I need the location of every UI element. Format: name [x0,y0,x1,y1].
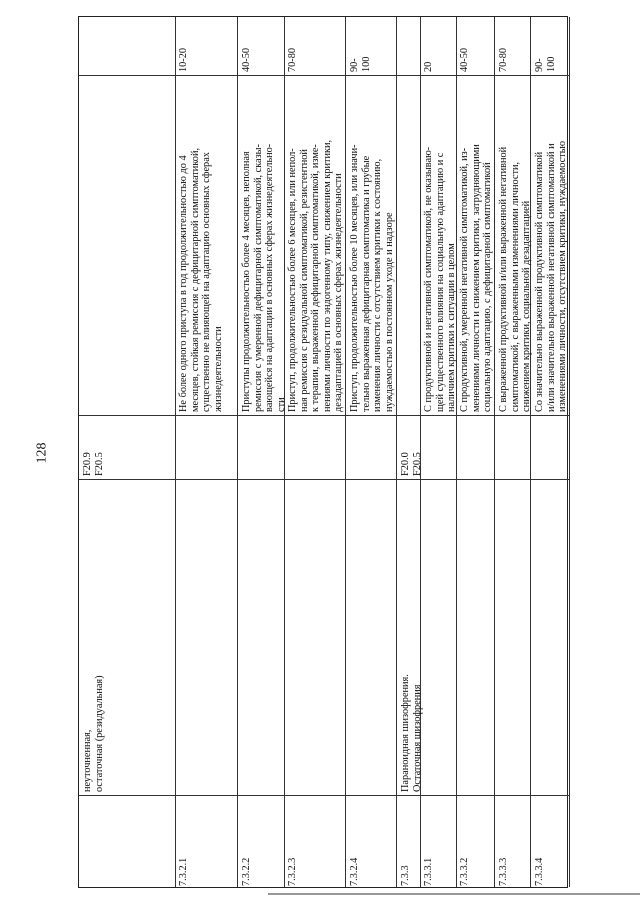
row-description-line: наличием критики к ситуации в целом [446,243,458,412]
row-percent-line: 10-20 [178,47,189,72]
subheader-codes-line: F20.0 [399,452,411,476]
row-description-line: вающейся на адаптации в основных сферах жизнедеятельно- [264,143,276,412]
row-percent [420,17,456,75]
row-percent-line: 90- [348,58,360,72]
row-description-line: к терапии, выраженной дефицитарной симптоматикой, изме- [310,144,322,412]
codes-header-line: F20.5 [93,452,105,476]
row-percent-line: 90- [533,58,545,72]
row-code [175,795,238,889]
row-description-line: дезадаптацией в основных сферах жизнедеятельности [333,173,345,412]
row-description-line: социальную адаптацию, с дефицитарной симптоматикой [482,162,494,412]
row-description [175,75,238,415]
row-code-line: 7.3.3.3 [497,857,509,886]
row-code [346,795,397,889]
row-percent [456,17,494,75]
row-divider [79,415,569,416]
row-percent-line: 20 [423,61,434,72]
category-header-line: остаточная (резидуальная) [93,675,105,792]
row-percent [238,17,284,75]
row-code [238,795,284,889]
row-description-line: ремиссия с умеренной дефицитарной симптоматикой, сказы- [252,143,264,412]
row-description [284,75,345,415]
row-percent-line: 40-50 [240,47,252,72]
row-percent [531,17,569,75]
row-description-line: Приступ, продолжительностью более 6 месяцев, или непол- [287,148,299,412]
row-description [238,75,287,415]
row-description [495,75,531,415]
row-description-line: изменениями личности, отсутствием критики, нуждаемостью [557,140,569,412]
row-description-line: и/или значительно выраженной негативной симптоматикой и [545,143,557,412]
row-code-line: 7.3.2.2 [240,857,252,886]
row-description-line: сти [275,397,287,412]
scan-edge-line [268,893,640,895]
row-description-line: существенно не влияющей на адаптацию основных сферах [201,152,213,412]
row-percent [346,17,397,75]
row-description-line: симптоматикой, с выраженными изменениями личности, [509,161,521,412]
row-percent [175,17,238,75]
row-code-line: 7.3.2.4 [348,857,360,886]
row-description [456,75,494,415]
row-code-line: 7.3.3 [399,865,411,886]
subheader-category-line: Параноидная шизофрения. [399,674,411,792]
row-description-line: менениями личности и снижением критики, затрудняющими [471,144,483,412]
row-description-line: Приступы продолжительностью более 4 месяцев, неполная [240,151,252,412]
row-description-line: щей существенного влияния на социальную адаптацию и с [434,152,446,412]
category-header [79,479,175,795]
row-percent [495,17,531,75]
row-description-line: С продуктивной, умеренной негативной симптоматикой, из- [459,147,471,412]
codes-header-line: F20.9 [82,452,93,476]
subheader-category-line: Остаточная шизофрения [411,684,423,792]
row-description [420,75,456,415]
row-description-line: тельно выраженная дефицитарная симптоматика и грубые [360,155,372,412]
row-description-line: снижением критики, социальной дезадаптацией [520,200,532,412]
row-percent [284,17,345,75]
row-description-line: жизнедеятельности [212,326,224,412]
row-description-line: Не более одного приступа в год продолжительностью до 4 [178,155,189,412]
category-header-line: неуточненная, [82,729,93,792]
row-code-line: 7.3.3.1 [423,857,434,886]
subheader-codes-line: F20.5 [411,452,423,476]
row-description-line: нениями личности по эндогенному типу, снижением критики, [322,139,334,412]
row-percent-line: 70-80 [497,47,509,72]
row-description-line: С выраженной продуктивной и/или выраженной негативной [497,146,509,412]
row-percent-line: 40-50 [459,47,471,72]
row-description [531,75,569,415]
row-description-line: месяцев, стойкая ремиссия с дефицитарной симптоматикой, [189,147,201,412]
row-description-line: Со значительно выраженной продуктивной симптоматикой [533,151,545,412]
row-code [495,795,531,889]
subheader-codes [397,415,423,479]
page-number: 128 [34,442,49,464]
row-code [284,795,345,889]
subheader-category [397,479,423,795]
row-description-line: Приступ, продолжительностью более 10 месяцев, или значи- [348,144,360,412]
row-code-line: 7.3.2.1 [178,857,189,886]
codes-header [79,415,175,479]
row-description-line: ная ремиссия с резидуальной симптоматикой, резистентной [298,149,310,412]
row-code-line: 7.3.3.2 [459,857,471,886]
row-divider [79,479,569,480]
row-description-line: изменения личности с отсутствием критики к состоянию, [371,158,383,412]
row-description-line: нуждаемостью в постоянном уходе и надзоре [383,212,395,412]
row-percent-line: 100 [360,56,372,72]
row-percent-line: 70-80 [287,47,299,72]
row-code [397,795,420,889]
row-code [456,795,494,889]
row-code [531,795,569,889]
row-code-line: 7.3.3.4 [533,857,545,886]
row-code [420,795,456,889]
row-description-line: С продуктивной и негативной симптоматикой, не оказываю- [423,146,434,412]
row-percent-line: 100 [545,56,557,72]
row-code-line: 7.3.2.3 [287,857,299,886]
criteria-table [78,16,568,888]
row-description [346,75,397,415]
